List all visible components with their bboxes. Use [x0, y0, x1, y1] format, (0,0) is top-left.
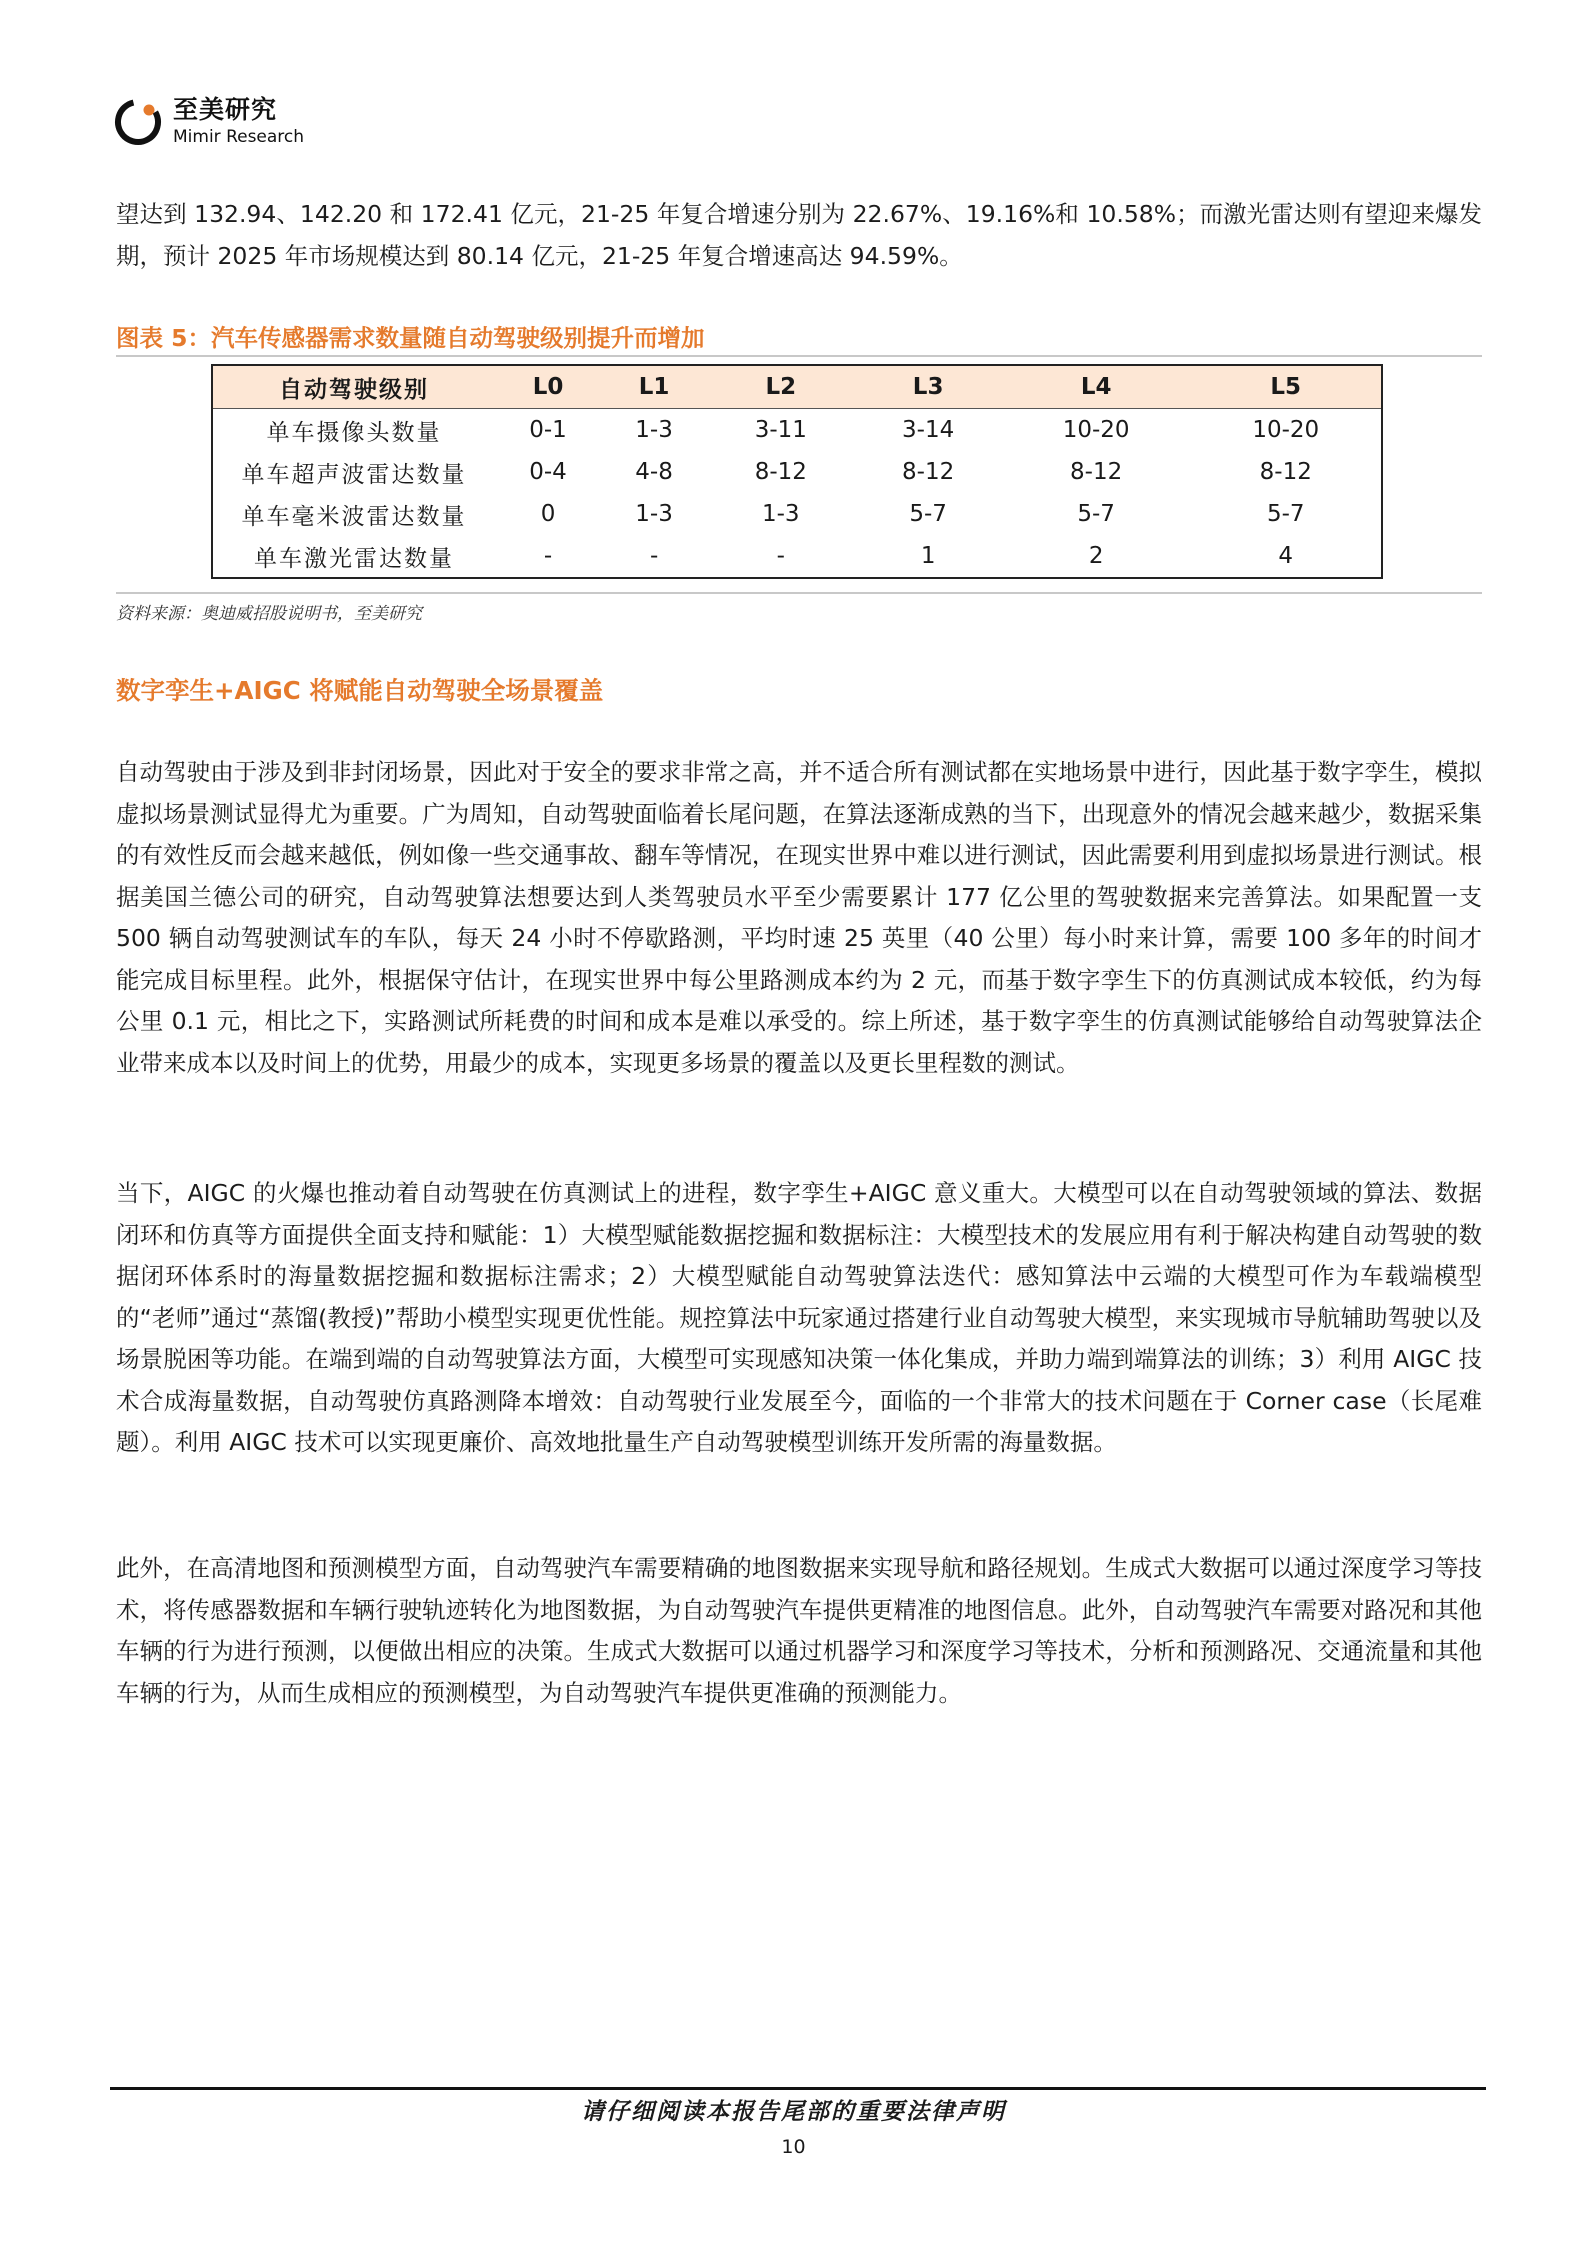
table-cell: 单车激光雷达数量 — [254, 545, 454, 572]
body-paragraph: 自动驾驶由于涉及到非封闭场景，因此对于安全的要求非常之高，并不适合所有测试都在实地场景中进行，因此基于数字孪生，模拟虚拟场景测试显得尤为重要。广为周知，自动驾驶面临着长尾问题，在算法逐渐成熟的当下，出现意外的情况会越来越少，数据采集的有效性反而会越来越低，例如像一些交通事故、翻车等情况，在现实世界中难以进行测试，因此需要利用到虚拟场景进行测试。根据美国兰德公司的研究，自动驾驶算法想要达到人类驾驶员水平至少需要累计 177 亿公里的驾驶数据来完善算法。如果配置一支 500 辆自动驾驶测试车的车队，每天 24 小时不停歇路测，平均时速 25 英里（40 公里）每小时来计算，需要 100 多年的时间才能完成目标里程。此外，根据保守估计，在现实世界中每公里路测成本约为 2 元，而基于数字孪生下的仿真测试成本较低，约为每公里 0.1 元，相比之下，实路测试所耗费的时间和成本是难以承受的。综上所述，基于数字孪生的仿真测试能够给自动驾驶算法企业带来成本以及时间上的优势，用最少的成本，实现更多场景的覆盖以及更长里程数的测试。 — [116, 758, 1482, 1077]
table-row — [212, 535, 1382, 578]
table-row — [212, 409, 1382, 452]
table-cell: 8-12 — [1259, 459, 1312, 485]
table-cell: 1-3 — [635, 501, 673, 527]
table-header-cell: L3 — [854, 365, 1001, 409]
table-header-cell: L1 — [601, 365, 707, 409]
table-cell: 4-8 — [635, 459, 673, 485]
table-header-cell: L5 — [1190, 365, 1382, 409]
figure-title: 图表 5：汽车传感器需求数量随自动驾驶级别提升而增加 — [116, 324, 705, 352]
page-number: 10 — [781, 2136, 806, 2158]
table-cell: 单车毫米波雷达数量 — [241, 503, 467, 530]
table-cell: 0-4 — [529, 459, 567, 485]
table-cell: 8-12 — [902, 459, 955, 485]
table-cell: 单车摄像头数量 — [266, 419, 442, 446]
table-cell: 10-20 — [1062, 417, 1130, 443]
brand-logo — [113, 95, 313, 151]
table-header-cell: L0 — [495, 365, 601, 409]
table-cell: 3-14 — [902, 417, 955, 443]
logo-chinese-name: 至美研究 — [173, 95, 278, 124]
table-cell: 8-12 — [754, 459, 807, 485]
source-divider — [116, 592, 1482, 594]
table-cell: 4 — [1278, 543, 1294, 569]
table-cell: 1 — [920, 543, 936, 569]
table-cell: 5-7 — [909, 501, 947, 527]
intro-paragraph: 望达到 132.94、142.20 和 172.41 亿元，21-25 年复合增速分别为 22.67%、19.16%和 10.58%；而激光雷达则有望迎来爆发期，预计 2025 年市场规模达到 80.14 亿元，21-25 年复合增速高达 94.59%。 — [116, 200, 1482, 270]
table-cell: - — [649, 543, 659, 569]
table-header-cell: L2 — [707, 365, 854, 409]
footer-divider — [110, 2087, 1486, 2090]
table-cell: 8-12 — [1070, 459, 1123, 485]
body-paragraph: 此外，在高清地图和预测模型方面，自动驾驶汽车需要精确的地图数据来实现导航和路径规划。生成式大数据可以通过深度学习等技术，将传感器数据和车辆行驶轨迹转化为地图数据，为自动驾驶汽车提供更精准的地图信息。此外，自动驾驶汽车需要对路况和其他车辆的行为进行预测，以便做出相应的决策。生成式大数据可以通过机器学习和深度学习等技术，分析和预测路况、交通流量和其他车辆的行为，从而生成相应的预测模型，为自动驾驶汽车提供更准确的预测能力。 — [116, 1554, 1482, 1707]
figure-divider — [116, 355, 1482, 357]
table-row — [212, 493, 1382, 535]
section-heading: 数字孪生+AIGC 将赋能自动驾驶全场景覆盖 — [116, 676, 604, 705]
logo-mark-icon — [113, 97, 163, 147]
logo-english-name: Mimir Research — [173, 127, 305, 147]
table-cell: 1-3 — [635, 417, 673, 443]
sensor-demand-table — [211, 364, 1383, 579]
legal-disclaimer: 请仔细阅读本报告尾部的重要法律声明 — [581, 2099, 1006, 2125]
table-cell: 1-3 — [762, 501, 800, 527]
table-cell: 单车超声波雷达数量 — [241, 461, 467, 488]
body-paragraph: 当下，AIGC 的火爆也推动着自动驾驶在仿真测试上的进程，数字孪生+AIGC 意义重大。大模型可以在自动驾驶领域的算法、数据闭环和仿真等方面提供全面支持和赋能：1）大模型赋能数据挖掘和数据标注：大模型技术的发展应用有利于解决构建自动驾驶的数据闭环体系时的海量数据挖掘和数据标注需求；2）大模型赋能自动驾驶算法迭代：感知算法中云端的大模型可作为车载端模型的“老师”通过“蒸馏(教授)”帮助小模型实现更优性能。规控算法中玩家通过搭建行业自动驾驶大模型，来实现城市导航辅助驾驶以及场景脱困等功能。在端到端的自动驾驶算法方面，大模型可实现感知决策一体化集成，并助力端到端算法的训练；3）利用 AIGC 技术合成海量数据，自动驾驶仿真路测降本增效：自动驾驶行业发展至今，面临的一个非常大的技术问题在于 Corner case（长尾难题）。利用 AIGC 技术可以实现更廉价、高效地批量生产自动驾驶模型训练开发所需的海量数据。 — [116, 1179, 1482, 1456]
table-cell: - — [543, 543, 553, 569]
table-row — [212, 451, 1382, 493]
table-cell: 2 — [1088, 543, 1104, 569]
figure-source: 资料来源：奥迪威招股说明书，至美研究 — [116, 604, 422, 624]
table-cell: - — [776, 543, 785, 569]
table-header-cell: 自动驾驶级别 — [212, 365, 495, 409]
table-header-row — [212, 365, 1382, 409]
table-cell: 0-1 — [529, 417, 567, 443]
table-cell: 10-20 — [1252, 417, 1320, 443]
table-header-cell: L4 — [1002, 365, 1191, 409]
table-cell: 3-11 — [754, 417, 807, 443]
table-cell: 5-7 — [1077, 501, 1115, 527]
table-cell: 5-7 — [1266, 501, 1305, 527]
table-cell: 0 — [540, 501, 556, 527]
